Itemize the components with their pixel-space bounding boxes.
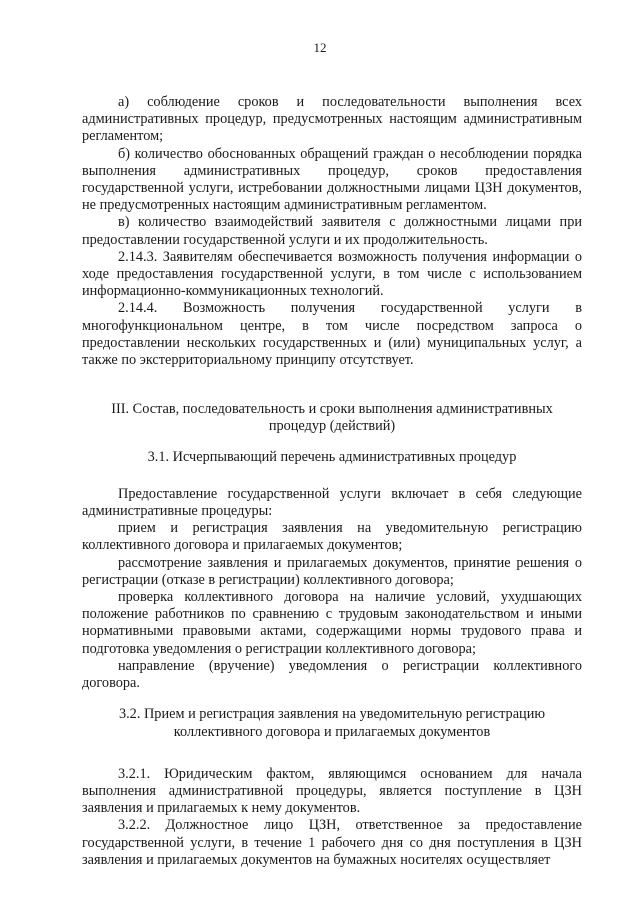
paragraph-criterion-c: в) количество взаимодействий заявителя с должностными лицами при предоставлении государственной услуги и их продолжительность. [82,214,582,248]
paragraph-2-14-3: 2.14.3. Заявителям обеспечивается возможность получения информации о ходе предоставления государственной услуги, в том числе с использованием информационно-коммуникационных технологий. [82,248,582,300]
paragraph-3-2-2: 3.2.2. Должностное лицо ЦЗН, ответственное за предоставление государственной услуги, в течение 1 рабочего дня со дня поступления в ЦЗН заявления и прилагаемых документов на бумажных носителях осуществляет [82,817,582,868]
procedure-list-item: прием и регистрация заявления на уведомительную регистрацию коллективного договора и прилагаемых документов; [82,520,582,554]
procedure-list-item: направление (вручение) уведомления о регистрации коллективного договора. [82,657,582,692]
procedure-list-item: проверка коллективного договора на наличие условий, ухудшающих положение работников по сравнению с трудовым законодательством и иными нормативными правовыми актами, содержащими нормы трудового права и подготовка уведомления о регистрации коллективного договора; [82,589,582,657]
procedure-list-item: рассмотрение заявления и прилагаемых документов, принятие решения о регистрации (отказе в регистрации) коллективного договора; [82,554,582,588]
paragraph-3-1-intro: Предоставление государственной услуги включает в себя следующие административные процедуры: [82,485,582,520]
subsection-heading-3-1: 3.1. Исчерпывающий перечень административных процедур [147,448,517,465]
paragraph-3-2-1: 3.2.1. Юридическим фактом, являющимся основанием для начала выполнения административной процедуры, является поступление в ЦЗН заявления и прилагаемых к нему документов. [82,765,582,817]
paragraph-2-14-4: 2.14.4. Возможность получения государственной услуги в многофункциональном центре, в том числе посредством запроса о предоставлении нескольких государственных и (или) муниципальных услуг, а также по экстерриториальному принципу отсутствует. [82,300,582,369]
subsection-heading-3-2: 3.2. Прием и регистрация заявления на уведомительную регистрацию коллективного договора и прилагаемых документов [118,706,546,740]
section-heading-III: III. Состав, последовательность и сроки выполнения административных процедур (действий) [111,401,553,435]
page-number: 12 [313,40,327,55]
paragraph-criterion-a: а) соблюдение сроков и последовательности выполнения всех административных процедур, предусмотренных настоящим административным регламентом; [82,94,582,145]
document-body [82,94,582,869]
paragraph-criterion-b: б) количество обоснованных обращений граждан о несоблюдении порядка выполнения административных процедур, сроков предоставления государственной услуги, истребовании должностными лицами ЦЗН документов, не предусмотренных настоящим административным регламентом. [82,145,582,214]
